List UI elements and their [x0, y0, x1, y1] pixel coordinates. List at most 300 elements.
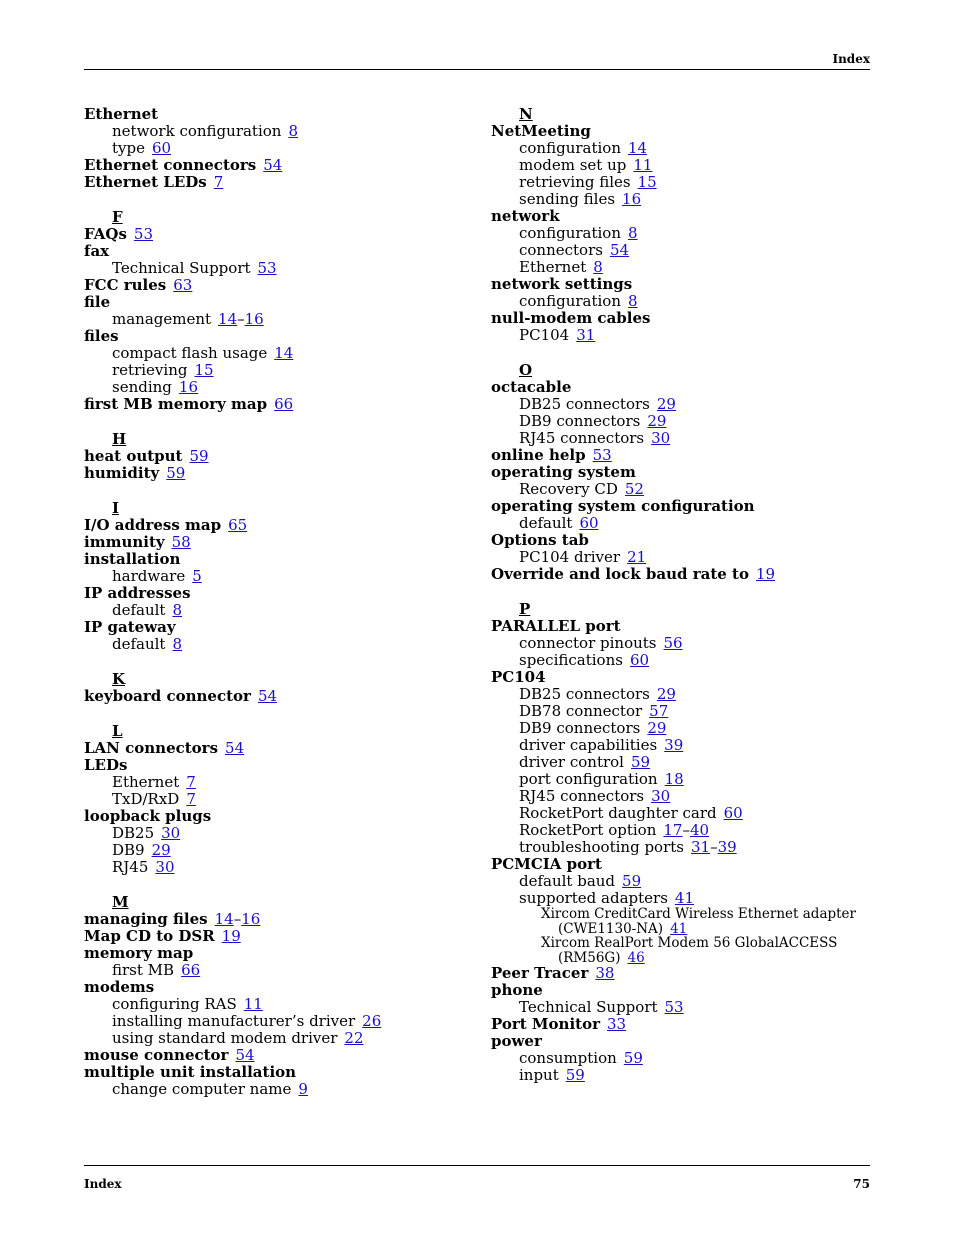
index-entry	[84, 157, 474, 174]
entry-text: DB9	[112, 841, 145, 859]
entry-text: Map CD to DSR	[84, 927, 215, 945]
page-link[interactable]: 11	[633, 156, 653, 174]
entry-text: port configuration	[519, 770, 658, 788]
page-link[interactable]: 60	[151, 139, 172, 157]
page-link[interactable]: 54	[235, 1046, 255, 1064]
entry-text: DB9 connectors	[519, 719, 641, 737]
letter-heading-text: F	[112, 208, 123, 226]
index-subsubentry	[491, 936, 871, 951]
page-range-dash: –	[710, 838, 718, 856]
entry-text: heat output	[84, 447, 183, 465]
index-subentry	[491, 327, 871, 344]
entry-text: Technical Support	[112, 259, 251, 277]
index-entry	[84, 688, 474, 705]
letter-heading-text: N	[519, 105, 533, 123]
page-link[interactable]: 59	[622, 872, 642, 890]
footer-label: Index	[84, 1177, 122, 1191]
entry-text: management	[112, 310, 212, 328]
letter-heading-text: K	[112, 670, 126, 688]
entry-text: IP addresses	[84, 584, 191, 602]
page-link[interactable]: 30	[651, 787, 671, 805]
entry-text: FAQs	[84, 225, 127, 243]
index-entry	[84, 585, 474, 602]
entry-text: RJ45 connectors	[519, 429, 645, 447]
entry-text: Xircom RealPort Modem 56 GlobalACCESS	[541, 935, 838, 951]
index-spacer	[84, 482, 474, 500]
page-link[interactable]: 38	[595, 964, 615, 982]
index-entry	[491, 532, 871, 549]
index-entry	[84, 328, 474, 345]
index-entry	[491, 1033, 871, 1050]
index-entry	[491, 1016, 871, 1033]
index-letter-heading	[491, 362, 871, 379]
index-entry	[491, 618, 871, 635]
index-entry	[491, 447, 871, 464]
entry-text: RJ45	[112, 858, 149, 876]
entry-text: immunity	[84, 533, 165, 551]
index-subentry	[491, 174, 871, 191]
index-entry	[84, 1064, 474, 1081]
entry-text: using standard modem driver	[112, 1029, 338, 1047]
index-spacer	[84, 876, 474, 894]
index-letter-heading	[84, 723, 474, 740]
index-subentry	[84, 260, 474, 277]
index-entry	[84, 465, 474, 482]
page-link[interactable]: 39	[717, 838, 737, 856]
page-link[interactable]: 29	[647, 719, 667, 737]
page-link[interactable]: 8	[172, 601, 183, 619]
page-link[interactable]: 11	[243, 995, 263, 1013]
entry-text: configuring RAS	[112, 995, 237, 1013]
index-column-left	[84, 106, 474, 1098]
page-link[interactable]: 59	[630, 753, 651, 771]
index-subentry	[491, 737, 871, 754]
page-link[interactable]: 29	[656, 685, 676, 703]
entry-text: Ethernet	[84, 105, 159, 123]
index-letter-heading	[84, 894, 474, 911]
entry-text: PC104 driver	[519, 548, 621, 566]
index-subentry	[84, 859, 474, 876]
page-link[interactable]: 29	[647, 412, 667, 430]
index-subentry	[491, 788, 871, 805]
index-subentry	[84, 774, 474, 791]
index-subentry	[84, 1013, 474, 1030]
entry-text: PARALLEL port	[491, 617, 621, 635]
page-link[interactable]: 52	[624, 480, 644, 498]
page-link[interactable]: 16	[244, 310, 264, 328]
index-letter-heading	[491, 106, 871, 123]
entry-text: driver control	[519, 753, 624, 771]
page-link[interactable]: 41	[674, 889, 694, 907]
index-subentry	[84, 140, 474, 157]
entry-text: Recovery CD	[519, 480, 618, 498]
index-entry	[84, 911, 474, 928]
entry-text: RJ45 connectors	[519, 787, 645, 805]
page-link[interactable]: 8	[628, 292, 638, 310]
entry-text: connector pinouts	[519, 634, 657, 652]
entry-text: DB25	[112, 824, 155, 842]
index-subentry	[491, 191, 871, 208]
page-link[interactable]: 16	[178, 378, 198, 396]
entry-text: PCMCIA port	[491, 855, 602, 873]
entry-text: TxD/RxD	[112, 790, 180, 808]
entry-text: file	[84, 293, 111, 311]
index-subentry	[84, 123, 474, 140]
entry-text: connectors	[519, 241, 603, 259]
page-link[interactable]: 14	[274, 344, 294, 362]
entry-text: power	[491, 1032, 542, 1050]
page-link[interactable]: 60	[579, 514, 599, 532]
page-link[interactable]: 63	[173, 276, 193, 294]
index-subentry	[491, 242, 871, 259]
index-subentry	[491, 771, 871, 788]
index-entry	[84, 1047, 474, 1064]
index-subentry	[491, 430, 871, 447]
entry-text: (CWE1130-NA)	[558, 920, 664, 937]
index-entry	[491, 982, 871, 999]
entry-text: RocketPort option	[519, 821, 657, 839]
index-subentry	[491, 1067, 871, 1084]
page-link[interactable]: 59	[623, 1049, 643, 1067]
entry-text: Peer Tracer	[491, 964, 589, 982]
entry-text: network settings	[491, 275, 633, 293]
page-link[interactable]: 66	[274, 395, 294, 413]
index-subentry	[491, 515, 871, 532]
index-subentry	[491, 413, 871, 430]
entry-text: modem set up	[519, 156, 627, 174]
entry-text: Override and lock baud rate to	[491, 565, 749, 583]
entry-text: PC104	[519, 326, 570, 344]
entry-text: null-modem cables	[491, 309, 651, 327]
page-link[interactable]: 17	[663, 821, 683, 839]
page-link[interactable]: 56	[663, 634, 683, 652]
index-subentry	[84, 791, 474, 808]
index-subentry	[84, 962, 474, 979]
index-subentry	[84, 568, 474, 585]
page-link[interactable]: 21	[627, 548, 647, 566]
index-entry	[84, 448, 474, 465]
page-link[interactable]: 53	[664, 998, 684, 1016]
page-link[interactable]: 16	[241, 910, 261, 928]
page-link[interactable]: 8	[288, 122, 298, 140]
index-entry	[84, 808, 474, 825]
index-subentry	[491, 396, 871, 413]
index-entry	[84, 945, 474, 962]
page-link[interactable]: 31	[576, 326, 596, 344]
index-column-right	[491, 106, 871, 1084]
page-link[interactable]: 53	[133, 225, 154, 243]
entry-text: configuration	[519, 224, 621, 242]
index-subentry	[491, 890, 871, 907]
index-subentry	[491, 225, 871, 242]
letter-heading-text: M	[112, 893, 129, 911]
index-subentry	[491, 754, 871, 771]
index-subentry	[84, 379, 474, 396]
entry-text: LAN connectors	[84, 739, 219, 757]
index-entry	[84, 757, 474, 774]
page-link[interactable]: 59	[166, 464, 186, 482]
index-subentry	[84, 842, 474, 859]
index-subentry	[491, 157, 871, 174]
page-link[interactable]: 46	[627, 949, 645, 966]
index-subentry	[491, 703, 871, 720]
page-link[interactable]: 58	[171, 533, 191, 551]
index-entry	[491, 464, 871, 481]
index-subsubentry	[491, 951, 871, 966]
entry-text: Ethernet LEDs	[84, 173, 207, 191]
page-link[interactable]: 30	[651, 429, 671, 447]
index-subentry	[491, 140, 871, 157]
index-subentry	[491, 293, 871, 310]
entry-text: multiple unit installation	[84, 1063, 297, 1081]
index-subentry	[491, 481, 871, 498]
page-link[interactable]: 54	[257, 687, 278, 705]
index-subentry	[491, 805, 871, 822]
entry-text: Technical Support	[519, 998, 658, 1016]
index-subentry	[491, 635, 871, 652]
letter-heading-text: I	[112, 499, 120, 517]
index-subentry	[491, 720, 871, 737]
index-subentry	[84, 362, 474, 379]
entry-text: humidity	[84, 464, 160, 482]
entry-text: Ethernet connectors	[84, 156, 257, 174]
page-link[interactable]: 59	[565, 1066, 585, 1084]
entry-text: operating system configuration	[491, 497, 755, 515]
index-entry	[491, 669, 871, 686]
page-link[interactable]: 14	[214, 910, 234, 928]
page-range-dash: –	[237, 310, 245, 328]
page-link[interactable]: 65	[228, 516, 248, 534]
index-subentry	[84, 602, 474, 619]
index-letter-heading	[84, 431, 474, 448]
entry-text: operating system	[491, 463, 636, 481]
index-entry	[84, 174, 474, 191]
entry-text: Xircom CreditCard Wireless Ethernet adapter	[541, 906, 857, 922]
letter-heading-text: L	[112, 722, 123, 740]
entry-text: default	[112, 601, 166, 619]
index-spacer	[84, 191, 474, 209]
entry-text: keyboard connector	[84, 687, 251, 705]
entry-text: installation	[84, 550, 181, 568]
index-entry	[84, 243, 474, 260]
page-link[interactable]: 16	[622, 190, 642, 208]
page-link[interactable]: 33	[606, 1015, 627, 1033]
page-link[interactable]: 59	[189, 447, 209, 465]
entry-text: troubleshooting ports	[519, 838, 684, 856]
page-range-dash: –	[233, 910, 242, 928]
page-link[interactable]: 31	[690, 838, 711, 856]
index-spacer	[491, 583, 871, 601]
entry-text: loopback plugs	[84, 807, 212, 825]
page-link[interactable]: 53	[592, 446, 612, 464]
index-entry	[84, 551, 474, 568]
index-subentry	[84, 345, 474, 362]
page-link[interactable]: 60	[723, 804, 743, 822]
index-spacer	[491, 344, 871, 362]
entry-text: Options tab	[491, 531, 589, 549]
page-link[interactable]: 18	[664, 770, 684, 788]
page-link[interactable]: 8	[172, 635, 183, 653]
entry-text: default	[519, 514, 573, 532]
entry-text: DB9 connectors	[519, 412, 641, 430]
page-link[interactable]: 30	[161, 824, 181, 842]
index-letter-heading	[84, 500, 474, 517]
entry-text: phone	[491, 981, 543, 999]
index-letter-heading	[84, 209, 474, 226]
index-letter-heading	[84, 671, 474, 688]
entry-text: compact flash usage	[112, 344, 268, 362]
index-entry	[84, 106, 474, 123]
index-entry	[84, 928, 474, 945]
entry-text: specifications	[519, 651, 623, 669]
index-entry	[84, 294, 474, 311]
page-link[interactable]: 57	[649, 702, 669, 720]
page-link[interactable]: 41	[670, 920, 688, 937]
index-subentry	[491, 549, 871, 566]
entry-text: hardware	[112, 567, 186, 585]
index-entry	[84, 979, 474, 996]
entry-text: default baud	[519, 872, 616, 890]
index-subentry	[491, 999, 871, 1016]
index-entry	[491, 498, 871, 515]
page-link[interactable]: 40	[689, 821, 710, 839]
index-entry	[491, 310, 871, 327]
page-link[interactable]: 39	[664, 736, 684, 754]
index-subentry	[84, 1081, 474, 1098]
entry-text: DB78 connector	[519, 702, 643, 720]
page-link[interactable]: 8	[593, 258, 603, 276]
page-link[interactable]: 15	[637, 173, 657, 191]
index-entry	[84, 226, 474, 243]
index-subentry	[491, 259, 871, 276]
entry-text: type	[112, 139, 145, 157]
page-link[interactable]: 30	[155, 858, 175, 876]
page-link[interactable]: 54	[263, 156, 283, 174]
page-link[interactable]: 7	[186, 773, 196, 791]
index-entry	[84, 740, 474, 757]
entry-text: retrieving files	[519, 173, 631, 191]
page-link[interactable]: 29	[656, 395, 676, 413]
entry-text: IP gateway	[84, 618, 176, 636]
entry-text: Port Monitor	[491, 1015, 600, 1033]
entry-text: octacable	[491, 378, 572, 396]
entry-text: RocketPort daughter card	[519, 804, 717, 822]
page-link[interactable]: 60	[629, 651, 650, 669]
index-subentry	[491, 839, 871, 856]
entry-text: mouse connector	[84, 1046, 229, 1064]
index-subsubentry	[491, 922, 871, 937]
page-link[interactable]: 9	[298, 1080, 308, 1098]
entry-text: Ethernet	[112, 773, 180, 791]
header-rule	[84, 69, 870, 70]
entry-text: files	[84, 327, 119, 345]
index-entry	[491, 965, 871, 982]
page-link[interactable]: 19	[221, 927, 241, 945]
page-link[interactable]: 22	[344, 1029, 364, 1047]
index-spacer	[84, 705, 474, 723]
index-subentry	[84, 311, 474, 328]
entry-text: configuration	[519, 292, 621, 310]
entry-text: modems	[84, 978, 155, 996]
page-link[interactable]: 54	[609, 241, 630, 259]
index-subentry	[491, 822, 871, 839]
index-entry	[84, 534, 474, 551]
running-header: Index	[832, 52, 870, 66]
entry-text: DB25 connectors	[519, 685, 650, 703]
entry-text: sending	[112, 378, 172, 396]
entry-text: managing files	[84, 910, 208, 928]
entry-text: fax	[84, 242, 110, 260]
entry-text: PC104	[491, 668, 546, 686]
index-letter-heading	[491, 601, 871, 618]
index-subentry	[84, 1030, 474, 1047]
index-subentry	[491, 686, 871, 703]
page-link[interactable]: 66	[181, 961, 201, 979]
entry-text: consumption	[519, 1049, 617, 1067]
letter-heading-text: P	[519, 600, 531, 618]
index-subentry	[491, 1050, 871, 1067]
page-number: 75	[853, 1177, 870, 1191]
page-link[interactable]: 29	[151, 841, 171, 859]
index-entry	[491, 208, 871, 225]
index-subsubentry	[491, 907, 871, 922]
index-entry	[491, 856, 871, 873]
index-subentry	[491, 873, 871, 890]
entry-text: first MB memory map	[84, 395, 268, 413]
letter-heading-text: H	[112, 430, 127, 448]
page-link[interactable]: 15	[194, 361, 214, 379]
page-link[interactable]: 54	[225, 739, 245, 757]
page-link[interactable]: 8	[628, 224, 638, 242]
page-link[interactable]: 26	[362, 1012, 382, 1030]
entry-text: (RM56G)	[558, 949, 621, 966]
page-link[interactable]: 14	[628, 139, 648, 157]
entry-text: default	[112, 635, 166, 653]
index-subentry	[84, 636, 474, 653]
page-link[interactable]: 14	[218, 310, 238, 328]
page-link[interactable]: 7	[186, 790, 196, 808]
page-link[interactable]: 5	[192, 567, 202, 585]
entry-text: LEDs	[84, 756, 128, 774]
entry-text: first MB	[112, 961, 175, 979]
entry-text: change computer name	[112, 1080, 292, 1098]
index-subentry	[84, 825, 474, 842]
entry-text: input	[519, 1066, 559, 1084]
entry-text: online help	[491, 446, 586, 464]
page-link[interactable]: 19	[755, 565, 776, 583]
entry-text: memory map	[84, 944, 194, 962]
index-spacer	[84, 413, 474, 431]
footer-rule	[84, 1165, 870, 1166]
index-entry	[491, 276, 871, 293]
entry-text: retrieving	[112, 361, 188, 379]
page-link[interactable]: 53	[257, 259, 277, 277]
index-spacer	[84, 653, 474, 671]
entry-text: DB25 connectors	[519, 395, 650, 413]
entry-text: supported adapters	[519, 889, 668, 907]
page-link[interactable]: 7	[213, 173, 224, 191]
index-entry	[491, 123, 871, 140]
index-entry	[84, 277, 474, 294]
page-range-dash: –	[682, 821, 690, 839]
entry-text: FCC rules	[84, 276, 167, 294]
index-entry	[84, 619, 474, 636]
index-entry	[491, 379, 871, 396]
entry-text: installing manufacturer’s driver	[112, 1012, 356, 1030]
index-entry	[84, 517, 474, 534]
entry-text: I/O address map	[84, 516, 222, 534]
entry-text: network	[491, 207, 560, 225]
